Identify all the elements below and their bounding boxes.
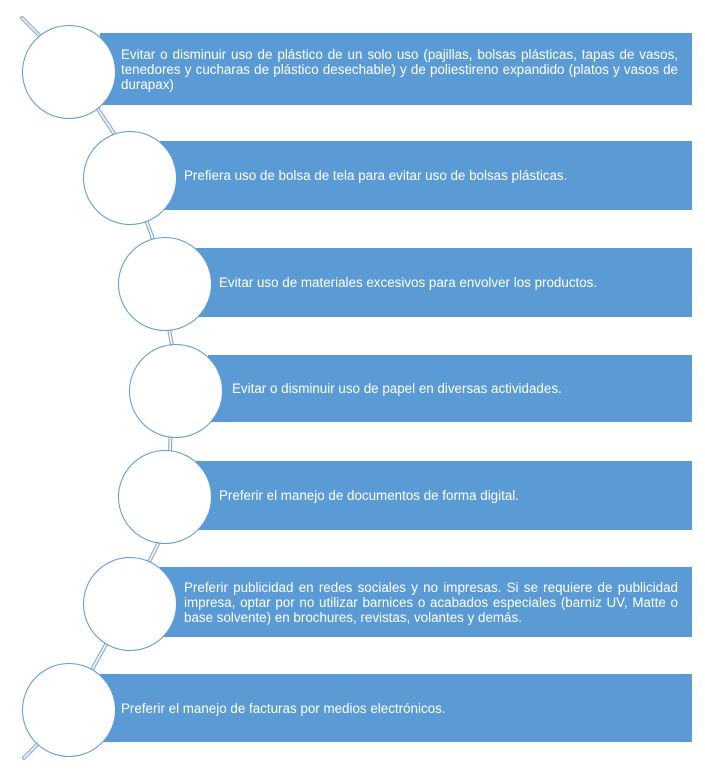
step-2-bar <box>160 141 692 210</box>
step-1-text: Evitar o disminuir uso de plástico de un solo uso (pajillas, bolsas plásticas, tapas de vasos, tenedores y cucharas de plástico desechable) y de poliestireno expandido (platos y vasos de durapax) <box>121 46 678 92</box>
step-3-bar <box>196 248 692 317</box>
step-7-text: Preferir el manejo de facturas por medios electrónicos. <box>121 700 446 716</box>
step-2-circle <box>83 131 177 225</box>
step-6-circle <box>83 557 177 651</box>
step-3-text: Evitar uso de materiales excesivos para envolver los productos. <box>219 275 598 290</box>
step-5-circle <box>118 450 212 544</box>
step-5-text: Preferir el manejo de documentos de forma digital. <box>219 488 519 503</box>
step-2-text: Prefiera uso de bolsa de tela para evitar uso de bolsas plásticas. <box>184 168 568 183</box>
step-7-bar <box>100 674 692 742</box>
step-3-circle <box>118 237 212 331</box>
step-4-bar <box>208 355 692 422</box>
step-4-circle <box>129 344 223 438</box>
step-1-bar <box>100 33 692 105</box>
step-5-bar <box>196 461 692 530</box>
step-6-text: Preferir publicidad en redes sociales y no impresas. Si se requiere de publicidad impresa, optar por no utilizar barnices o acabados especiales (barniz UV, Matte o base solvente) en brochures, revistas, volantes y demás. <box>184 579 678 625</box>
step-4-text: Evitar o disminuir uso de papel en diversas actividades. <box>232 381 562 396</box>
step-7-circle <box>22 663 116 757</box>
step-6-bar <box>160 567 692 637</box>
step-1-circle <box>22 25 116 119</box>
